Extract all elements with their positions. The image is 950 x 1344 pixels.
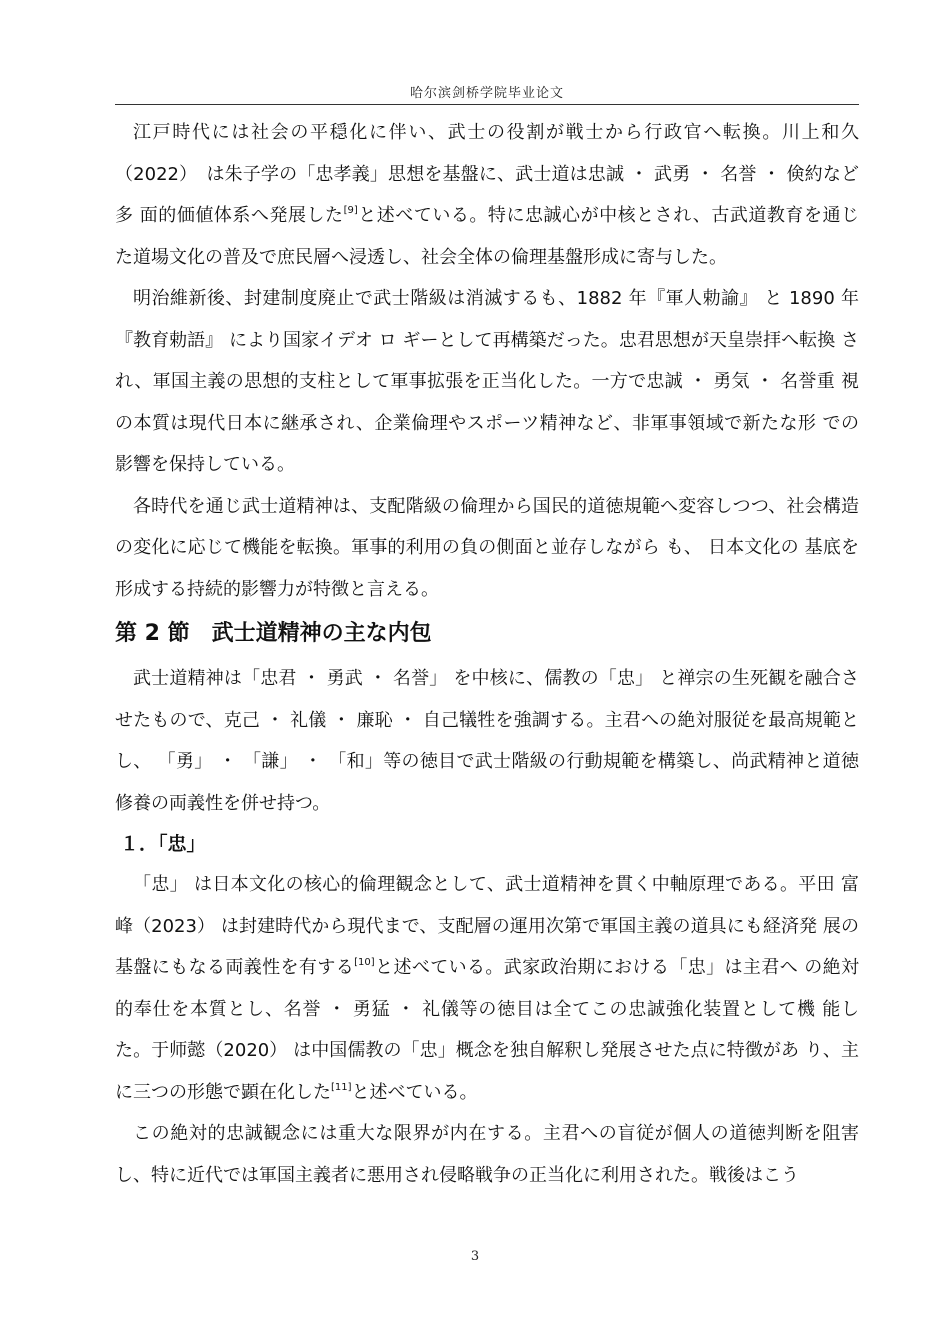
citation-ref: [9]	[343, 205, 358, 216]
paragraph-text: と述べている。武家政治期における「忠」は主君へ の絶対的奉仕を本質とし、名誉 ・ 勇猛 ・ 礼儀等の徳目は全てこの忠誠強化装置として機 能した。于师懿（2020） は中国儒教の「忠」概念を独自解釈し発展させた点に特徴があ り、主に三つの形態で顕在化した	[115, 957, 859, 1103]
paragraph-text: 「忠」 は日本文化の核心的倫理観念として、武士道精神を貫く中軸原理である。平田 富峰（2023） は封建時代から現代まで、支配層の運用次第で軍国主義の道具にも経済発 展の基盤にもなる両義性を有する	[115, 874, 859, 978]
paragraph-meiji-period: 明治維新後、封建制度廃止で武士階級は消滅するも、1882 年『軍人勅諭』 と 1890 年 『教育勅語』 により国家イデオ ロ ギーとして再構築だった。忠君思想が天皇崇拝へ転換 され、軍国主義の思想的支柱として軍事拡張を正当化した。一方で忠誠 ・ 勇気 ・ 名誉重 視の本質は現代日本に継承され、企業倫理やスポーツ精神など、非軍事領域で新たな形 での影響を保持している。	[115, 288, 859, 475]
header-rule	[115, 104, 859, 105]
paragraph-chu-concept	[115, 864, 859, 1113]
paragraph-text: と述べている。特に忠誠心が中核とされ、古武道教育を通じ た道場文化の普及で庶民層へ浸透し、社会全体の倫理基盤形成に寄与した。	[115, 205, 859, 268]
paragraph-text: と述べている。	[351, 1081, 478, 1103]
citation-ref: [11]	[331, 1081, 352, 1093]
subsection-heading: １．「忠」	[120, 833, 206, 855]
body-content	[115, 112, 859, 1196]
paragraph-text: 江戸時代には社会の平穏化に伴い、武士の役割が戦士から行政官へ転換。川上和久（2022） は朱子学の「忠孝義」思想を基盤に、武士道は忠誠 ・ 武勇 ・ 名誉 ・ 倹約など多 面的価値体系へ発展した	[115, 122, 859, 226]
citation-ref: [10]	[354, 957, 375, 968]
paragraph-section-intro: 武士道精神は「忠君 ・ 勇武 ・ 名誉」 を中核に、儒教の「忠」 と禅宗の生死観を融合さ せたもので、克己 ・ 礼儀 ・ 廉恥 ・ 自己犠牲を強調する。主君への絶対服従を最高規範と し、 「勇」 ・ 「謙」 ・ 「和」等の徳目で武士階級の行動規範を構築し、尚武精神と道徳 修養の両義性を併せ持つ。	[115, 668, 859, 814]
page-number: 3	[470, 1249, 480, 1264]
running-header: 哈尔滨剑桥学院毕业论文	[409, 86, 564, 101]
paragraph-edo-period	[115, 112, 859, 278]
paragraph-summary: 各時代を通じ武士道精神は、支配階級の倫理から国民的道徳規範へ変容しつつ、社会構造の変化に応じて機能を転換。軍事的利用の負の側面と並存しながら も、 日本文化の 基底を形成する持続的影響力が特徴と言える。	[115, 495, 859, 600]
section-heading: 第 2 節 武士道精神の主な内包	[115, 621, 432, 646]
paragraph-limitations: この絶対的忠誠観念には重大な限界が内在する。主君への盲従が個人の道徳判断を阻害し、特に近代では軍国主義者に悪用され侵略戦争の正当化に利用された。戦後はこう	[115, 1123, 859, 1186]
